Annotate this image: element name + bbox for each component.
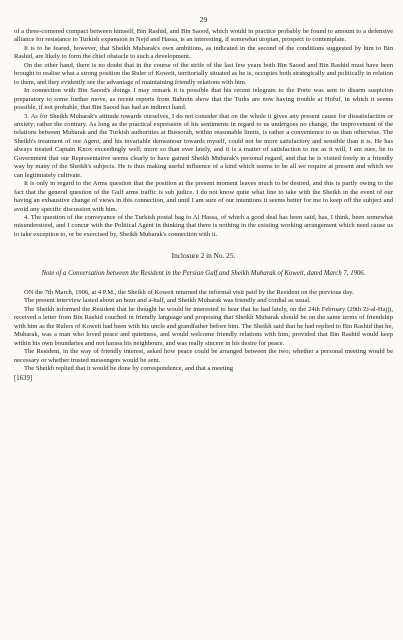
paragraph: It is to be feared, however, that Sheikh Mubarak's own ambitions, as indicated in the second of the conditions suggested by him to Bin Rashid, are likely to form the chief obstacle to such a development. — [14, 44, 393, 61]
paragraph: The Sheikh informed the Resident that he thought he would be interested to hear that he had lately, on the 24th February (29th Zi-al-Hajj), received a letter from Bin Rashid couched in friendly language and proposing that Sheikh Mubarak should be on the same terms of friendship with him as the Rulers of Koweit had been with his uncle and grandfather before him. The Sheikh said that he had replied to Bin Rashid that he, Mubarak, was a man who loved peace and quietness, and would welcome friendly relations with him, provided that Bin Rashid would keep within his own boundaries and not harass his neighbours, and was really sincere in his desire for peace. — [14, 305, 393, 347]
paragraph: 4. The question of the conveyance of the Turkish postal bag to Al Hassa, of which a good deal has been said, has, I think, been somewhat misunderstood, and I concur with the Political Agent in thinking that there is nothing in the existing working arrangement which need cause us to take exception to, or be exercised by, Sheikh Mubarak's connection with it. — [14, 213, 393, 238]
page-number: 29 — [199, 15, 208, 24]
paragraph: ON the 7th March, 1906, at 4 P.M., the Sheikh of Koweit returned the informal visit paid by the Resident on the previous day. — [24, 288, 354, 296]
paragraph: 3. As for Sheikh Mubarak's attitude towards ourselves, I do not consider that on the whole it gives any present cause for dissatisfaction or anxiety; rather the contrary. As long as the practical expression of his sentiments in regard to us undergoes no change, the improvement of the relations between Mubarak and the Turkish authorities at Bussorah, within reasonable limits, is rather a convenience to us than otherwise. The Sheikh's treatment of our Agent, and his invariable demeanour towards myself, could not be more satisfactory and sensible than it is. He has always treated Captain Knox exceedingly well; more so than ever lately, and it is a matter of satisfaction to me as it will, I am sure, be to Government that our Representative seems clearly to have gained Sheikh Mubarak's personal regard, and that he is visited freely in a friendly way by many of the Sheikh's subjects. He is thus making useful influence of a kind which seems to be all we require at present and which we can legitimately cultivate. — [14, 112, 393, 179]
paragraph: The present interview lasted about an hour and a-half, and Sheikh Mubarak was friendly and cordial as usual. — [24, 297, 311, 305]
paragraph: The Sheikh replied that it would be done by correspondence, and that a meeting — [24, 365, 234, 372]
paragraph: The Resident, in the way of friendly interest, asked how peace could be arranged between the two; whether a personal meeting would be necessary or whether trusted messengers would be sent. — [14, 348, 393, 364]
paragraph: It is only in regard to the Arms question that the position at the present moment leaves much to be desired, and this is partly owing to the fact that the general question of the Gulf arms traffic is sub judice. I do not know quite what line to take with the Sheikh in the event of our having an exhaustive change of views in this connection, and until I am sure of our intentions it seems better for me to keep off the subject and avoid any specific discussion with him. — [14, 180, 393, 213]
top-section — [14, 28, 393, 239]
note-title: Note of a Conversation between the Resident in the Persian Gulf and Sheikh Mubarak of Koweit, dated March 7, 1906. — [41, 270, 366, 278]
section-gap — [14, 239, 393, 251]
footer-code: [1639] — [14, 375, 33, 383]
paragraph: On the other hand, there is no doubt that in the course of the strife of the last few years both Bin Saood and Bin Rashid must have been brought to realise what a strong position the Ruler of Koweit, territorially situated as he is, occupies both strategically and politically in relation to them, and they evidently see the advantage of maintaining friendly relations with him. — [14, 61, 393, 86]
bottom-section — [14, 289, 393, 374]
paragraph: In connection with Bin Saood's doings I may remark it is possible that his recent telegram to the Porte was sent to disarm suspicion preparatory to some further move, as recent reports from Bahrein show that the Turks are now having trouble at Hofuf, in which it seems possible, if not probable, that Bin Saood has had an indirect hand. — [14, 87, 393, 112]
paragraph: of a three-cornered compact between himself, Bin Rashid, and Bin Saood, which would in practice probably be found to amount to a defensive alliance for resistance to Turkish expansion in Nejd and Hassa, is an interesting, if somewhat utopian, prospect to contemplate. — [14, 28, 393, 44]
inclosure-heading: Inclosure 2 in No. 25. — [171, 251, 236, 261]
